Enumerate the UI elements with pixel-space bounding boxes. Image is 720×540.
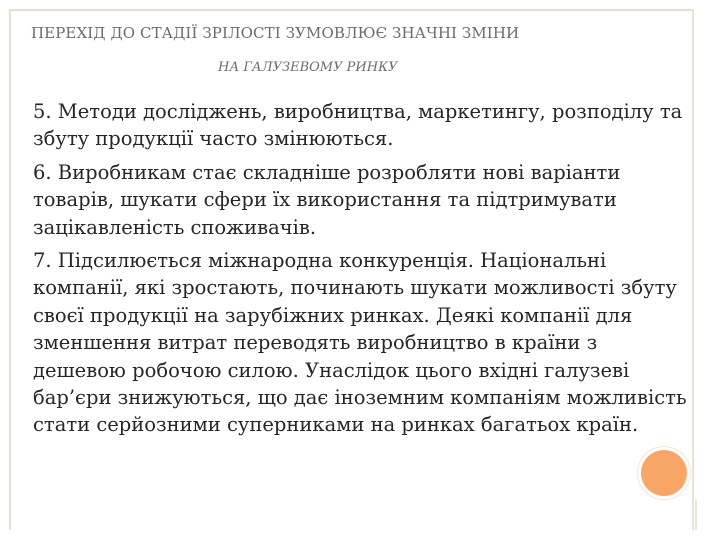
paragraph-5: 5. Методи досліджень, виробництва, маркетингу, розподілу та збуту продукції часто змінюються. [33,100,683,151]
slide-title: ПЕРЕХІД ДО СТАДІЇ ЗРІЛОСТІ ЗУМОВЛЮЄ ЗНАЧНІ ЗМІНИ [31,24,520,42]
slide-body [33,98,693,445]
paragraph-7: 7. Підсилюється міжнародна конкуренція. Національні компанії, які зростають, починають шукати можливості збуту своєї продукції на зарубіжних ринках. Деякі компанії для зменшення витрат переводять виробництво в країни з дешевою робочою силою. Унаслідок цього вхідні галузеві бар’єри знижуються, що дає іноземним компаніям можливість стати серйозними суперниками на ринках багатьох країн. [33,249,687,437]
decorative-circle-icon [641,450,687,496]
paragraph-6: 6. Виробникам стає складніше розробляти нові варіанти товарів, шукати сфери їх використання та підтримувати зацікавленість споживачів. [33,160,621,239]
frame-corner-line [655,500,697,530]
slide-subtitle: НА ГАЛУЗЕВОМУ РИНКУ [218,60,398,75]
